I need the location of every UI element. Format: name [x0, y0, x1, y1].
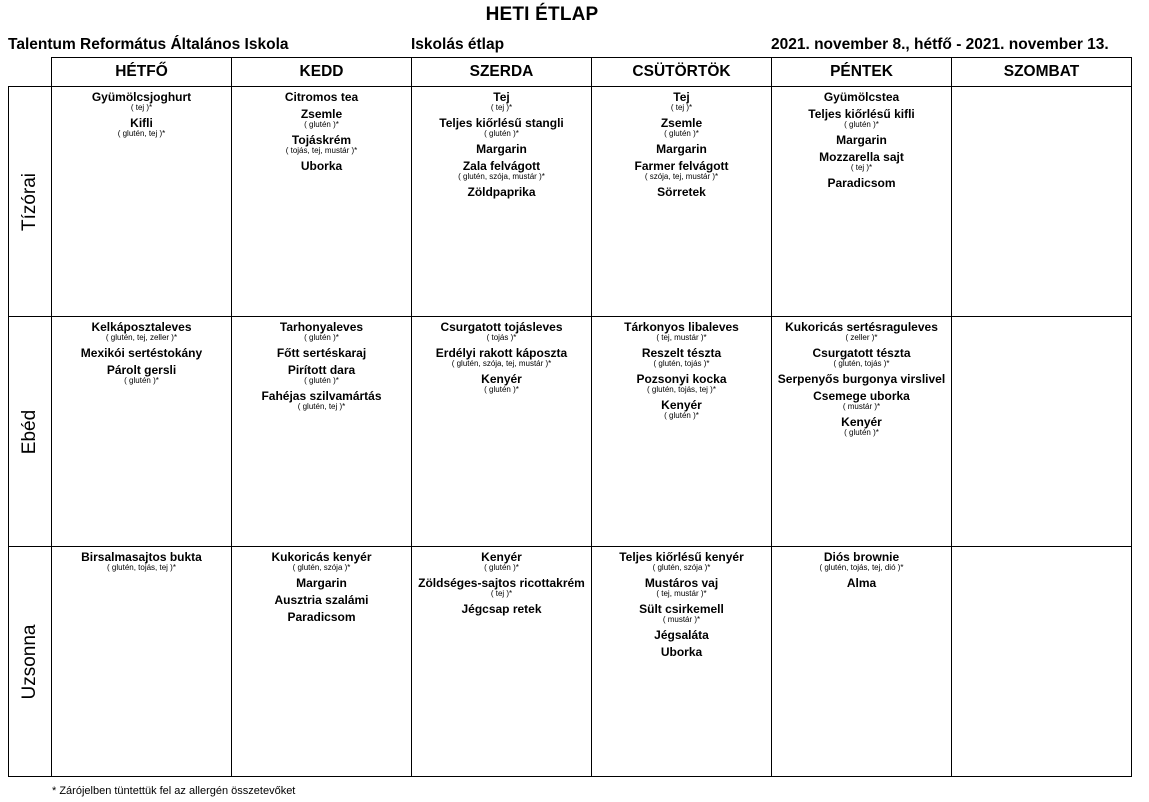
- dish-name: Csurgatott tészta: [812, 346, 911, 360]
- dish-name: Serpenyős burgonya virslivel: [777, 372, 946, 386]
- corner-cell: [9, 58, 52, 87]
- dish-name: Jégcsap retek: [461, 602, 542, 616]
- allergen-note: ( tej )*: [490, 103, 513, 112]
- allergen-note: ( glutén )*: [844, 428, 879, 437]
- dish-name: Alma: [846, 576, 877, 590]
- menu-item: [412, 347, 591, 368]
- allergen-note: ( glutén, szója, tej, mustár )*: [451, 359, 552, 368]
- dish-name: Főtt sertéskaraj: [276, 346, 367, 360]
- dish-name: Birsalmasajtos bukta: [81, 550, 202, 564]
- menu-item: [412, 91, 591, 112]
- dish-name: Mexikói sertéstokány: [80, 346, 203, 360]
- menu-item: [412, 117, 591, 138]
- menu-cell-friday: [772, 547, 952, 777]
- menu-item: [232, 611, 411, 623]
- menu-item: [52, 117, 231, 138]
- allergen-note: ( zeller )*: [845, 333, 878, 342]
- menu-item: [772, 347, 951, 368]
- menu-item: [52, 364, 231, 385]
- allergen-note: ( mustár )*: [662, 615, 701, 624]
- menu-item: [232, 364, 411, 385]
- dish-name: Pirított dara: [287, 363, 356, 377]
- dish-name: Tej: [673, 90, 690, 104]
- allergen-note: ( mustár )*: [842, 402, 881, 411]
- menu-item: [772, 416, 951, 437]
- dish-name: Zsemle: [300, 107, 343, 121]
- menu-type: Iskolás étlap: [411, 36, 505, 53]
- menu-item: [592, 629, 771, 641]
- dish-name: Kukoricás kenyér: [271, 550, 372, 564]
- menu-cell-wednesday: [412, 87, 592, 317]
- dish-name: Mozzarella sajt: [819, 150, 904, 164]
- allergen-note: ( tojás, tej, mustár )*: [285, 146, 358, 155]
- dish-name: Kenyér: [661, 398, 702, 412]
- dish-name: Teljes kiőrlésű stangli: [439, 116, 564, 130]
- allergen-note: ( glutén, tej )*: [297, 402, 346, 411]
- menu-item: [592, 160, 771, 181]
- allergen-note: ( tej, mustár )*: [656, 589, 707, 598]
- allergen-note: ( tojás )*: [486, 333, 517, 342]
- meal-label: Ebéd: [19, 409, 40, 454]
- meal-label-cell: [9, 547, 52, 777]
- allergen-note: ( glutén, tojás, tej, dió )*: [819, 563, 904, 572]
- meal-row-tizorai: [9, 87, 1132, 317]
- day-header-row: [9, 58, 1132, 87]
- menu-cell-thursday: [592, 317, 772, 547]
- dish-name: Ausztria szalámi: [274, 593, 369, 607]
- allergen-note: ( glutén )*: [304, 333, 339, 342]
- day-header-tuesday: KEDD: [232, 58, 412, 87]
- dish-name: Gyümölcsjoghurt: [91, 90, 192, 104]
- dish-name: Csurgatott tojásleves: [440, 320, 563, 334]
- menu-cell-friday: [772, 87, 952, 317]
- menu-item: [772, 390, 951, 411]
- menu-item: [592, 399, 771, 420]
- menu-item: [412, 603, 591, 615]
- menu-item: [412, 321, 591, 342]
- menu-item: [772, 151, 951, 172]
- menu-item: [592, 321, 771, 342]
- menu-item: [232, 390, 411, 411]
- allergen-footnote: * Zárójelben tüntettük fel az allergén összetevőket: [52, 785, 296, 797]
- menu-cell-tuesday: [232, 317, 412, 547]
- dish-name: Jégsaláta: [654, 628, 709, 642]
- allergen-note: ( glutén )*: [304, 120, 339, 129]
- menu-cell-friday: [772, 317, 952, 547]
- menu-item: [52, 91, 231, 112]
- allergen-note: ( glutén )*: [664, 411, 699, 420]
- menu-cell-tuesday: [232, 87, 412, 317]
- menu-item: [592, 551, 771, 572]
- menu-cell-wednesday: [412, 547, 592, 777]
- dish-name: Zala felvágott: [462, 159, 541, 173]
- menu-item: [412, 577, 591, 598]
- menu-item: [592, 603, 771, 624]
- school-name: Talentum Református Általános Iskola: [8, 36, 289, 53]
- allergen-note: ( glutén, szója )*: [292, 563, 351, 572]
- allergen-note: ( glutén, tojás )*: [653, 359, 710, 368]
- menu-cell-saturday: [952, 87, 1132, 317]
- dish-name: Sörretek: [657, 185, 706, 199]
- dish-name: Kifli: [130, 116, 153, 130]
- dish-name: Mustáros vaj: [644, 576, 719, 590]
- menu-cell-wednesday: [412, 317, 592, 547]
- menu-item: [412, 143, 591, 155]
- page-title: HETI ÉTLAP: [485, 4, 599, 25]
- dish-name: Zöldpaprika: [467, 185, 536, 199]
- dish-name: Sült csirkemell: [639, 602, 724, 616]
- menu-cell-monday: [52, 317, 232, 547]
- menu-item: [232, 347, 411, 359]
- dish-name: Citromos tea: [284, 90, 359, 104]
- dish-name: Fahéjas szilvamártás: [261, 389, 382, 403]
- menu-item: [592, 143, 771, 155]
- day-header-friday: PÉNTEK: [772, 58, 952, 87]
- day-header-monday: HÉTFŐ: [52, 58, 232, 87]
- menu-item: [592, 347, 771, 368]
- dish-name: Uborka: [300, 159, 343, 173]
- dish-name: Kenyér: [481, 372, 522, 386]
- dish-name: Margarin: [656, 142, 707, 156]
- allergen-note: ( tej )*: [130, 103, 153, 112]
- allergen-note: ( glutén )*: [484, 385, 519, 394]
- day-header-saturday: SZOMBAT: [952, 58, 1132, 87]
- meal-label-cell: [9, 317, 52, 547]
- menu-cell-monday: [52, 547, 232, 777]
- dish-name: Margarin: [296, 576, 347, 590]
- menu-item: [412, 160, 591, 181]
- menu-item: [772, 373, 951, 385]
- menu-item: [412, 551, 591, 572]
- day-header-thursday: CSÜTÖRTÖK: [592, 58, 772, 87]
- dish-name: Gyümölcstea: [823, 90, 900, 104]
- menu-item: [592, 117, 771, 138]
- menu-cell-saturday: [952, 547, 1132, 777]
- dish-name: Kenyér: [481, 550, 522, 564]
- allergen-note: ( tej )*: [490, 589, 513, 598]
- allergen-note: ( glutén )*: [484, 129, 519, 138]
- dish-name: Tarhonyaleves: [279, 320, 364, 334]
- dish-name: Reszelt tészta: [641, 346, 722, 360]
- menu-item: [772, 108, 951, 129]
- dish-name: Tojáskrém: [291, 133, 352, 147]
- menu-item: [232, 134, 411, 155]
- dish-name: Uborka: [660, 645, 703, 659]
- dish-name: Kukoricás sertésraguleves: [785, 320, 938, 334]
- menu-item: [592, 186, 771, 198]
- dish-name: Teljes kiőrlésű kenyér: [619, 550, 744, 564]
- menu-item: [232, 91, 411, 103]
- dish-name: Margarin: [836, 133, 887, 147]
- allergen-note: ( glutén, tej )*: [117, 129, 166, 138]
- menu-item: [232, 321, 411, 342]
- menu-item: [772, 577, 951, 589]
- menu-item: [232, 160, 411, 172]
- dish-name: Margarin: [476, 142, 527, 156]
- dish-name: Tej: [493, 90, 510, 104]
- dish-name: Tárkonyos libaleves: [624, 320, 739, 334]
- allergen-note: ( tej, mustár )*: [656, 333, 707, 342]
- menu-cell-tuesday: [232, 547, 412, 777]
- allergen-note: ( glutén )*: [124, 376, 159, 385]
- menu-item: [592, 373, 771, 394]
- allergen-note: ( tej )*: [850, 163, 873, 172]
- allergen-note: ( glutén, tej, zeller )*: [105, 333, 178, 342]
- menu-cell-monday: [52, 87, 232, 317]
- menu-cell-thursday: [592, 547, 772, 777]
- menu-item: [232, 577, 411, 589]
- meal-row-uzsonna: [9, 547, 1132, 777]
- menu-item: [52, 551, 231, 572]
- menu-item: [592, 577, 771, 598]
- menu-item: [232, 108, 411, 129]
- allergen-note: ( szója, tej, mustár )*: [644, 172, 719, 181]
- weekly-menu-table: [8, 57, 1132, 777]
- menu-item: [52, 347, 231, 359]
- allergen-note: ( glutén )*: [844, 120, 879, 129]
- dish-name: Zöldséges-sajtos ricottakrém: [418, 576, 585, 590]
- dish-name: Kenyér: [841, 415, 882, 429]
- menu-item: [412, 186, 591, 198]
- menu-item: [772, 134, 951, 146]
- allergen-note: ( glutén )*: [484, 563, 519, 572]
- allergen-note: ( glutén )*: [664, 129, 699, 138]
- allergen-note: ( glutén, tojás, tej )*: [107, 563, 176, 572]
- dish-name: Pozsonyi kocka: [636, 372, 727, 386]
- menu-cell-saturday: [952, 317, 1132, 547]
- menu-cell-thursday: [592, 87, 772, 317]
- meal-label: Tízórai: [19, 172, 40, 231]
- dish-name: Paradicsom: [287, 610, 356, 624]
- menu-item: [52, 321, 231, 342]
- dish-name: Diós brownie: [823, 550, 900, 564]
- dish-name: Paradicsom: [827, 176, 896, 190]
- menu-item: [772, 91, 951, 103]
- menu-item: [232, 551, 411, 572]
- menu-item: [592, 646, 771, 658]
- dish-name: Erdélyi rakott káposzta: [435, 346, 568, 360]
- dish-name: Kelkáposztaleves: [91, 320, 192, 334]
- menu-item: [772, 177, 951, 189]
- menu-item: [592, 91, 771, 112]
- allergen-note: ( tej )*: [670, 103, 693, 112]
- menu-item: [772, 551, 951, 572]
- day-header-wednesday: SZERDA: [412, 58, 592, 87]
- allergen-note: ( glutén, tojás, tej )*: [647, 385, 716, 394]
- menu-item: [412, 373, 591, 394]
- dish-name: Farmer felvágott: [634, 159, 729, 173]
- menu-item: [232, 594, 411, 606]
- allergen-note: ( glutén, szója, mustár )*: [458, 172, 545, 181]
- date-range: 2021. november 8., hétfő - 2021. november 13.: [771, 36, 1109, 53]
- dish-name: Teljes kiőrlésű kifli: [808, 107, 915, 121]
- dish-name: Csemege uborka: [813, 389, 910, 403]
- allergen-note: ( glutén )*: [304, 376, 339, 385]
- meal-label: Uzsonna: [19, 624, 40, 699]
- allergen-note: ( glutén, tojás )*: [833, 359, 890, 368]
- meal-row-ebed: [9, 317, 1132, 547]
- dish-name: Párolt gersli: [106, 363, 177, 377]
- allergen-note: ( glutén, szója )*: [652, 563, 711, 572]
- meal-label-cell: [9, 87, 52, 317]
- dish-name: Zsemle: [660, 116, 703, 130]
- menu-item: [772, 321, 951, 342]
